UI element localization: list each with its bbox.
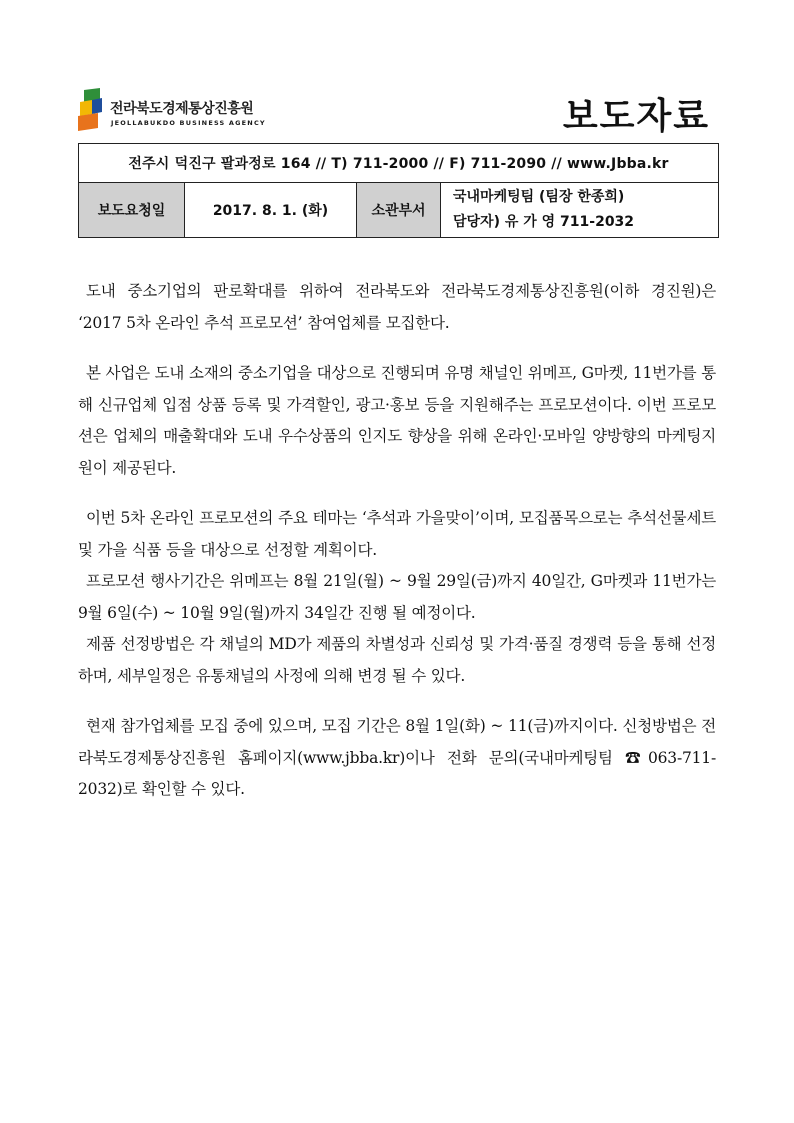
department-contact: 담당자) 유 가 영 711-2032 [453,214,635,230]
paragraph-theme: 이번 5차 온라인 프로모션의 주요 테마는 ‘추석과 가을맞이’이며, 모집품목으로는 추석선물세트 및 가을 식품 등을 대상으로 선정할 계획이다. [78,509,716,559]
release-date-value: 2017. 8. 1. (화) [185,183,357,238]
paragraph-application: 현재 참가업체를 모집 중에 있으며, 모집 기간은 8월 1일(화) ~ 11(금)까지이다. 신청방법은 전라북도경제통상진흥원 홈페이지(www.jbba.kr)이나 전화 문의(국내마케팅팀 ☎063-711-2032)로 확인할 수 있다. [78,717,716,798]
agency-logo-icon [78,88,104,132]
contact-row [79,144,719,183]
paragraph-selection: 제품 선정방법은 각 채널의 MD가 제품의 차별성과 신뢰성 및 가격·품질 경쟁력 등을 통해 선정하며, 세부일정은 유통채널의 사정에 의해 변경 될 수 있다. [78,635,716,685]
paragraph-schedule: 프로모션 행사기간은 위메프는 8월 21일(월) ~ 9월 29일(금)까지 40일간, G마켓과 11번가는 9월 6일(수) ~ 10월 9일(월)까지 34일간 진행 될 예정이다. [78,572,716,622]
release-info-row [79,183,719,238]
document-type-title: 보도자료 [562,96,710,137]
agency-logo-english: JEOLLABUKDO BUSINESS AGENCY [111,119,266,127]
press-release-body [78,276,716,825]
paragraph-program: 본 사업은 도내 소재의 중소기업을 대상으로 진행되며 유명 채널인 위메프, G마켓, 11번가를 통해 신규업체 입점 상품 등록 및 가격할인, 광고·홍보 등을 지원해주는 프로모션이다. 이번 프로모션은 업체의 매출확대와 도내 우수상품의 인지도 향상을 위해 온라인·모바일 양방향의 마케팅지원이 제공된다. [78,364,716,477]
agency-logo-name: 전라북도경제통상진흥원 [110,101,254,117]
document-header [78,88,718,138]
agency-logo [78,88,318,138]
contact-line: 전주시 덕진구 팔과정로 164 // T) 711-2000 // F) 711-2090 // www.Jbba.kr [79,144,719,183]
paragraph-intro: 도내 중소기업의 판로확대를 위하여 전라북도와 전라북도경제통상진흥원(이하 경진원)은 ‘2017 5차 온라인 추석 프로모션’ 참여업체를 모집한다. [78,282,716,332]
department-value [441,183,719,238]
department-team: 국내마케팅팀 (팀장 한종희) [453,189,625,205]
release-date-label: 보도요청일 [79,183,185,238]
department-label: 소관부서 [357,183,441,238]
press-info-table [78,143,719,238]
